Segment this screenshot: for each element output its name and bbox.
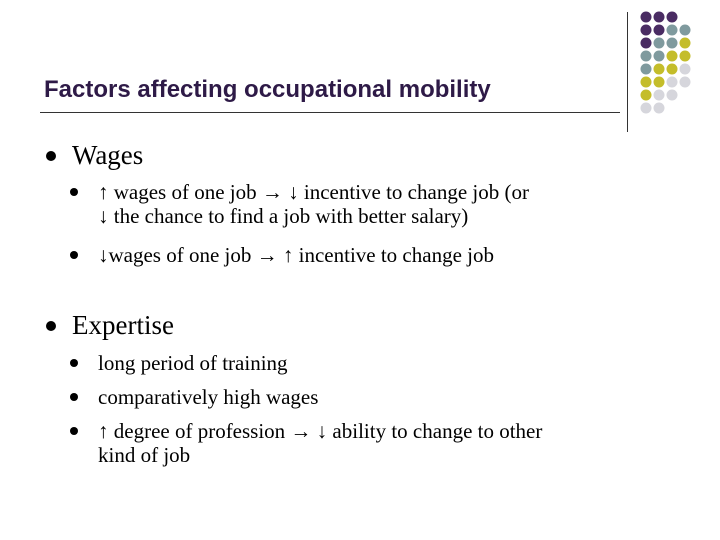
decorative-dot: [680, 38, 691, 49]
decorative-dot-grid: [0, 0, 720, 140]
decorative-dot: [667, 38, 678, 49]
decorative-dot: [654, 90, 665, 101]
decorative-dot: [641, 38, 652, 49]
bullet-dot: [70, 427, 78, 435]
sub-bullet-text: ↓wages of one job → ↑ incentive to change job: [98, 243, 494, 267]
decorative-dot: [680, 51, 691, 62]
decorative-dot: [641, 103, 652, 114]
decorative-dot: [641, 51, 652, 62]
bullet-heading: Expertise: [72, 310, 174, 340]
bullet-heading: Wages: [72, 140, 144, 170]
decorative-dot: [667, 90, 678, 101]
decorative-dot: [654, 103, 665, 114]
decorative-dot: [641, 64, 652, 75]
decorative-dot: [680, 77, 691, 88]
bullet-dot: [70, 188, 78, 196]
decorative-dot: [641, 77, 652, 88]
decorative-dot: [680, 25, 691, 36]
decorative-dot: [641, 90, 652, 101]
bullet-dot: [46, 321, 56, 331]
decorative-dot: [667, 64, 678, 75]
decorative-dot: [667, 51, 678, 62]
decorative-dot: [667, 12, 678, 23]
decorative-dot: [641, 25, 652, 36]
bullet-dot: [70, 251, 78, 259]
decorative-dot: [654, 51, 665, 62]
decorative-dot: [641, 12, 652, 23]
sub-bullet-text: long period of training: [98, 351, 288, 375]
bullet-dot: [70, 359, 78, 367]
decorative-dot: [680, 64, 691, 75]
decorative-dot: [667, 25, 678, 36]
title-divider: [40, 112, 620, 113]
decorative-dot: [654, 38, 665, 49]
bullet-dot: [70, 393, 78, 401]
sub-bullet-text: ↑ wages of one job → ↓ incentive to change job (or ↓ the chance to find a job with better salary): [98, 180, 529, 228]
decorative-dot: [667, 77, 678, 88]
slide-title: Factors affecting occupational mobility: [44, 76, 491, 103]
sub-bullet-text: ↑ degree of profession → ↓ ability to change to other kind of job: [98, 419, 543, 467]
sub-bullet-text: comparatively high wages: [98, 385, 319, 409]
vertical-divider: [627, 12, 628, 132]
decorative-dot: [654, 77, 665, 88]
decorative-dot: [654, 12, 665, 23]
decorative-dot: [654, 25, 665, 36]
decorative-dot: [654, 64, 665, 75]
bullet-dot: [46, 151, 56, 161]
